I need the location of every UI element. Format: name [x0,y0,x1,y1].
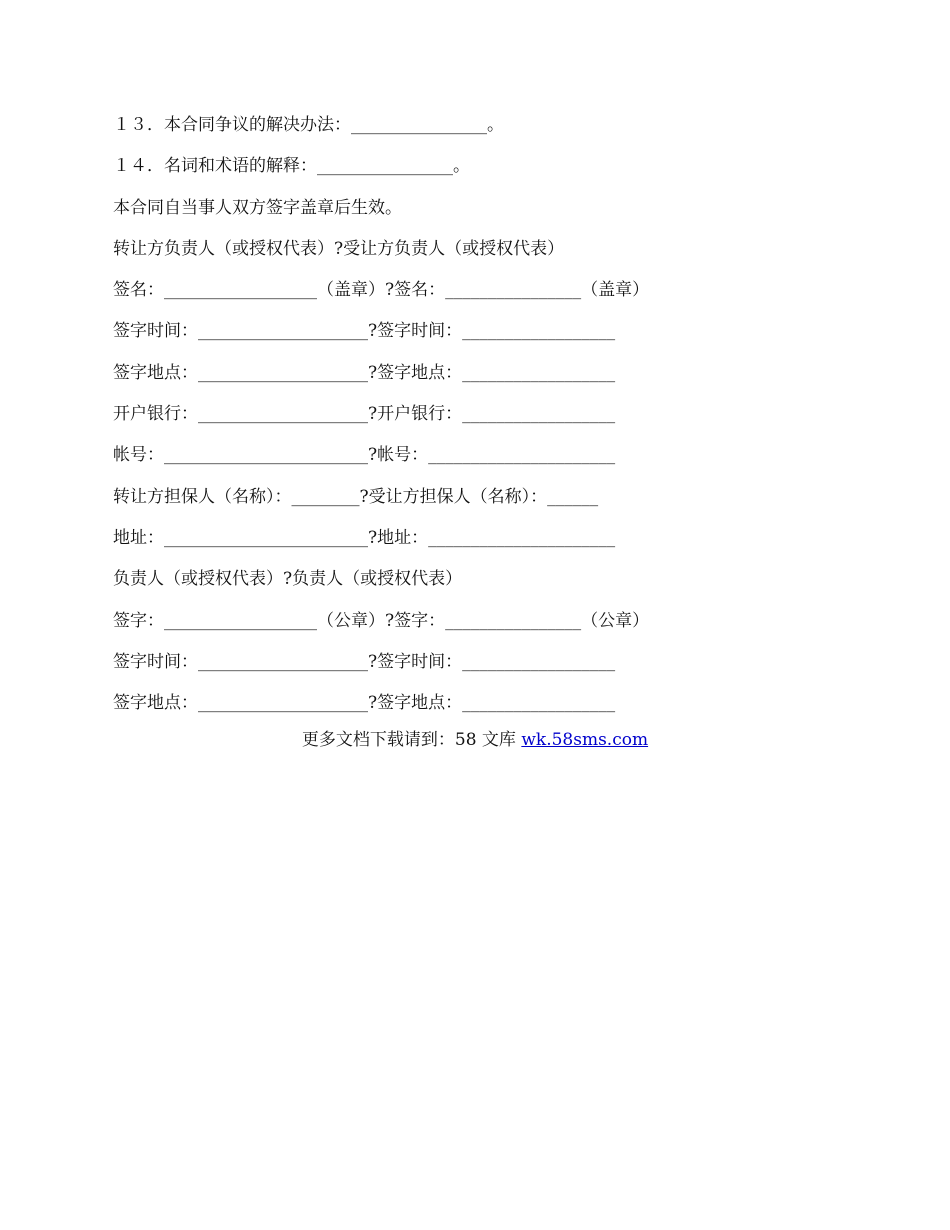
clause-14-terms-definition: １４．名词和术语的解释：________________。 [113,156,470,177]
account-line: 帐号：________________________?帐号：______________________ [113,445,616,466]
guarantor-name-line: 转让方担保人（名称）：________?受让方担保人（名称）：______ [113,486,599,507]
signing-time-line: 签字时间：____________________?签字时间：__________________ [113,321,616,342]
guarantor-signing-place-line: 签字地点：____________________?签字地点：__________________ [113,693,616,714]
guarantor-signing-time-line: 签字时间：____________________?签字时间：__________________ [113,651,616,672]
guarantor-signature-line: 签字：__________________（公章）?签字：________________（公章） [113,610,650,631]
footer-text: 更多文档下载请到：58 文库 [301,730,522,750]
contract-text-block [113,112,813,731]
address-line: 地址：________________________?地址：______________________ [113,527,616,548]
effective-statement: 本合同自当事人双方签字盖章后生效。 [113,197,402,218]
footer-link[interactable]: wk.58sms.com [521,730,649,750]
guarantor-representative-header: 负责人（或授权代表）?负责人（或授权代表） [113,569,463,590]
clause-13-dispute-resolution: １３．本合同争议的解决办法：________________。 [113,115,504,135]
signing-place-line: 签字地点：____________________?签字地点：__________________ [113,362,616,383]
bank-line: 开户银行：____________________?开户银行：__________________ [113,404,616,425]
download-footer [0,727,950,753]
signatory-header: 转让方负责人（或授权代表）?受让方负责人（或授权代表） [113,238,565,259]
signature-line: 签名：__________________（盖章）?签名：________________（盖章） [113,280,650,301]
